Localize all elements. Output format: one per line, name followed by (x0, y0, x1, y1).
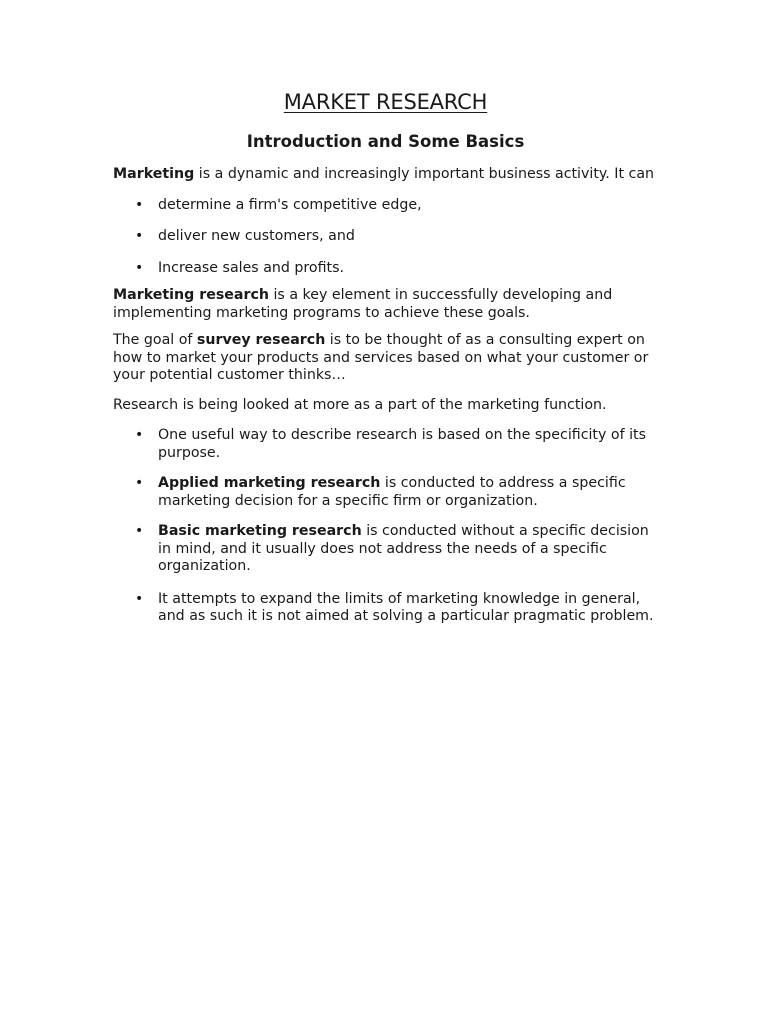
bullet-icon: • (135, 475, 144, 491)
paragraph-text: is a dynamic and increasingly important business activity. It can (194, 166, 655, 182)
paragraph-research-function: Research is being looked at more as a part of the marketing function. (113, 396, 607, 413)
bullet-icon: • (135, 259, 144, 276)
document-subtitle: Introduction and Some Basics (246, 132, 525, 151)
bullet-list-research-types (113, 427, 658, 626)
bullet-icon: • (135, 427, 144, 443)
paragraph-marketing-research (113, 287, 658, 322)
document-title: MARKET RESEARCH (283, 90, 488, 114)
list-item-text: It attempts to expand the limits of marketing knowledge in general, and as such it is not aimed at solving a particular pragmatic problem. (158, 590, 654, 624)
bullet-list-benefits (113, 197, 658, 278)
list-item (113, 591, 658, 626)
bullet-icon: • (135, 196, 144, 213)
list-item (113, 427, 658, 462)
bold-term: Applied marketing research (158, 475, 381, 491)
document-page (113, 88, 658, 626)
bullet-icon: • (135, 590, 144, 607)
bold-term: Marketing research (113, 287, 269, 303)
bold-term: survey research (196, 332, 326, 348)
bullet-icon: • (135, 523, 144, 539)
list-item-text: deliver new customers, and (158, 228, 355, 244)
paragraph-text: is to be thought of as a consulting expert on how to market your products and services based on what your customer or your potential customer thinks… (113, 332, 649, 383)
list-item (113, 475, 658, 510)
bold-term: Marketing (113, 166, 195, 182)
list-item (113, 523, 658, 576)
paragraph-survey-research (113, 332, 658, 385)
list-item (113, 260, 658, 278)
list-item-text: One useful way to describe research is based on the specificity of its purpose. (158, 427, 646, 461)
paragraph-marketing (113, 166, 658, 184)
list-item (113, 228, 658, 246)
list-item-text: is conducted to address a specific marketing decision for a specific firm or organization. (158, 475, 626, 509)
paragraph-text: is a key element in successfully developing and implementing marketing programs to achieve these goals. (113, 287, 613, 321)
bullet-icon: • (135, 228, 144, 244)
list-item-text: is conducted without a specific decision in mind, and it usually does not address the needs of a specific organization. (158, 523, 649, 574)
list-item-text: Increase sales and profits. (158, 259, 345, 276)
bold-term: Basic marketing research (158, 523, 362, 539)
list-item-text: determine a firm's competitive edge, (158, 196, 422, 213)
list-item (113, 197, 658, 215)
paragraph-text-lead: The goal of (113, 332, 197, 348)
